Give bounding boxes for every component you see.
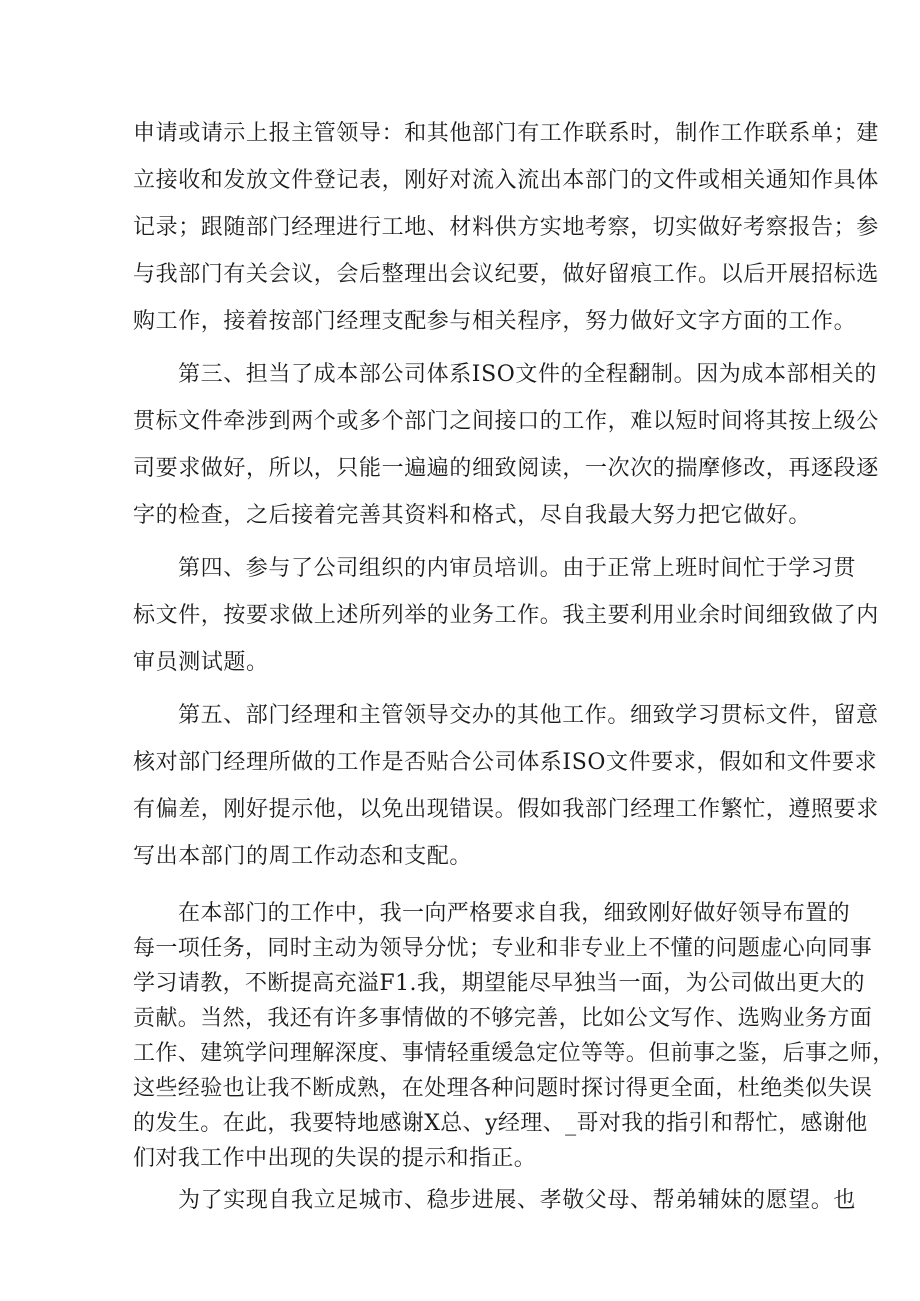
text-line: 写出本部门的周工作动态和支配。 <box>133 844 473 869</box>
text-line: 每一项任务，同时主动为领导分忧；专业和非专业上不懂的问题虚心向同事 <box>133 936 873 961</box>
text-line: 学习请教，不断提高充溢F1.我，期望能尽早独当一面，为公司做出更大的 <box>133 971 865 996</box>
paragraph-first-line: 为了实现自我立足城市、稳步进展、孝敬父母、帮弟辅妹的愿望。也 <box>178 1188 857 1213</box>
text-line: 立接收和发放文件登记表，刚好对流入流出本部门的文件或相关通知作具体 <box>133 168 879 193</box>
text-line: 司要求做好，所以，只能一遍遍的细致阅读，一次次的揣摩修改，再逐段逐 <box>133 456 879 481</box>
text-line: 核对部门经理所做的工作是否贴合公司体系ISO文件要求，假如和文件要求 <box>133 750 878 775</box>
text-line: 贯标文件牵涉到两个或多个部门之间接口的工作，难以短时间将其按上级公 <box>133 409 879 434</box>
text-line: 这些经验也让我不断成熟，在处理各种问题时探讨得更全面，杜绝类似失误 <box>133 1076 873 1101</box>
text-line: 工作、建筑学问理解深度、事情轻重缓急定位等等。但前事之鉴，后事之师， <box>133 1041 895 1066</box>
text-line: 们对我工作中出现的失误的提示和指正。 <box>133 1146 537 1171</box>
text-line: 购工作，接着按部门经理支配参与相关程序，努力做好文字方面的工作。 <box>133 309 857 334</box>
paragraph-first-line: 第三、担当了成本部公司体系ISO文件的全程翻制。因为成本部相关的 <box>178 362 877 387</box>
text-line: 与我部门有关会议，会后整理出会议纪要，做好留痕工作。以后开展招标选 <box>133 262 879 287</box>
text-line: 审员测试题。 <box>133 650 269 675</box>
text-line: 记录；跟随部门经理进行工地、材料供方实地考察，切实做好考察报告；参 <box>133 215 879 240</box>
text-line: 申请或请示上报主管领导：和其他部门有工作联系时，制作工作联系单；建 <box>133 121 879 146</box>
paragraph-first-line: 第五、部门经理和主管领导交办的其他工作。细致学习贯标文件，留意 <box>178 703 879 728</box>
text-line: 的发生。在此，我要特地感谢X总、y经理、_哥对我的指引和帮忙，感谢他 <box>133 1111 868 1136</box>
text-line: 字的检查，之后接着完善其资料和格式，尽自我最大努力把它做好。 <box>133 503 812 528</box>
paragraph-first-line: 第四、参与了公司组织的内审员培训。由于正常上班时间忙于学习贯 <box>178 556 857 581</box>
text-line: 贡献。当然，我还有许多事情做的不够完善，比如公文写作、选购业务方面 <box>133 1006 873 1031</box>
text-line: 标文件，按要求做上述所列举的业务工作。我主要利用业余时间细致做了内 <box>133 603 879 628</box>
paragraph-first-line: 在本部门的工作中，我一向严格要求自我，细致刚好做好领导布置的 <box>178 901 851 926</box>
text-line: 有偏差，刚好提示他，以免出现错误。假如我部门经理工作繁忙，遵照要求 <box>133 797 879 822</box>
